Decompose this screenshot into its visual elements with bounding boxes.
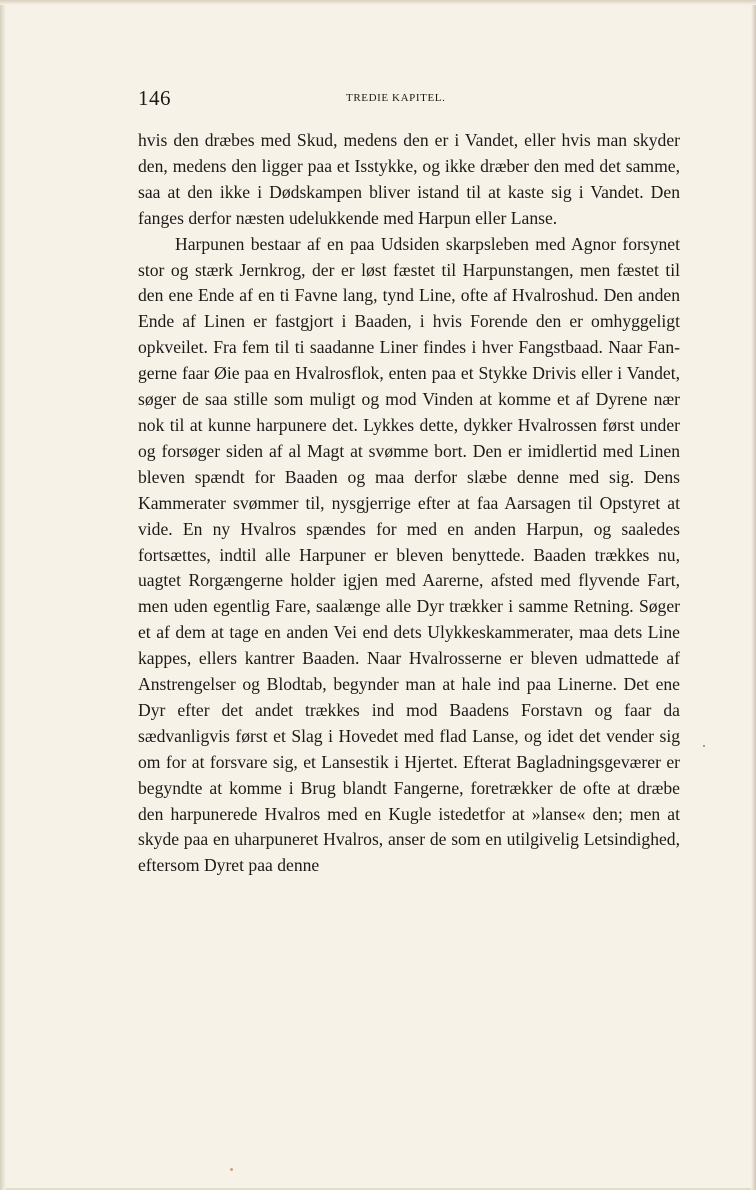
paper-speck bbox=[230, 1168, 233, 1171]
paragraph-continued: hvis den dræbes med Skud, medens den er i Vandet, eller hvis man skyder den, medens den ligger paa et Isstykke, og ikke dræber den med det samme, saa at den ikke i Dødskampen bliver istand til at kaste sig i Vandet. Den fanges derfor næsten udelukkende med Harpun eller Lanse. bbox=[138, 130, 680, 228]
running-head: TREDIE KAPITEL. bbox=[346, 92, 446, 104]
page-number: 146 bbox=[138, 86, 171, 110]
margin-speck bbox=[703, 745, 705, 747]
page-header bbox=[138, 84, 680, 114]
page-edge-top bbox=[0, 0, 756, 5]
page-edge-right bbox=[751, 0, 756, 1190]
body-text bbox=[138, 128, 680, 879]
page-edge-left bbox=[0, 0, 6, 1190]
paragraph-harpoon: Harpunen bestaar af en paa Udsiden skarpsleben med Agnor forsynet stor og stærk Jernkrog, der er løst fæstet til Harpunstangen, men fæstet til den ene Ende af en ti Favne lang, tynd Line, ofte af Hvalroshud. Den anden Ende af Linen er fastgjort i Baaden, i hvis Forende den er omhyggeligt opkveilet. Fra fem til ti saadanne Liner findes i hver Fangstbaad. Naar Fangerne faar Øie paa en Hvalrosflok, enten paa et Stykke Drivis eller i Vandet, søger de saa stille som muligt og mod Vinden at komme et af Dyrene nær nok til at kunne harpunere det. Lykkes dette, dykker Hvalrossen først under og forsøger siden af al Magt at svømme bort. Den er imidlertid med Linen bleven spændt for Baaden og maa derfor slæbe denne med sig. Dens Kammerater svømmer til, nysgjerrige efter at faa Aarsagen til Opstyret at vide. En ny Hvalros spændes for med en anden Harpun, og saaledes fortsættes, indtil alle Harpuner er bleven benyttede. Baaden trækkes nu, uagtet Rorgængerne holder igjen med Aarerne, afsted med flyvende Fart, men uden egentlig Fare, saalænge alle Dyr trækker i samme Retning. Søger et af dem at tage en anden Vei end dets Ulykkeskammerater, maa dets Line kappes, ellers kantrer Baaden. Naar Hvalrosserne er bleven udmattede af Anstrengelser og Blodtab, begynder man at hale ind paa Linerne. Det ene Dyr efter det andet trækkes ind mod Baadens Forstavn og faar da sædvanligvis først et Slag i Hovedet med flad Lanse, og idet det vender sig om for at forsvare sig, et Lansestik i Hjertet. Efterat Bagladningsgeværer er begyndte at komme i Brug blandt Fangerne, foretrækker de ofte at dræbe den harpunerede Hvalros med en Kugle istedetfor at »lanse« den; men at skyde paa en uharpuneret Hvalros, anser de som en utilgivelig Letsindighed, eftersom Dyret paa denne bbox=[138, 233, 680, 876]
